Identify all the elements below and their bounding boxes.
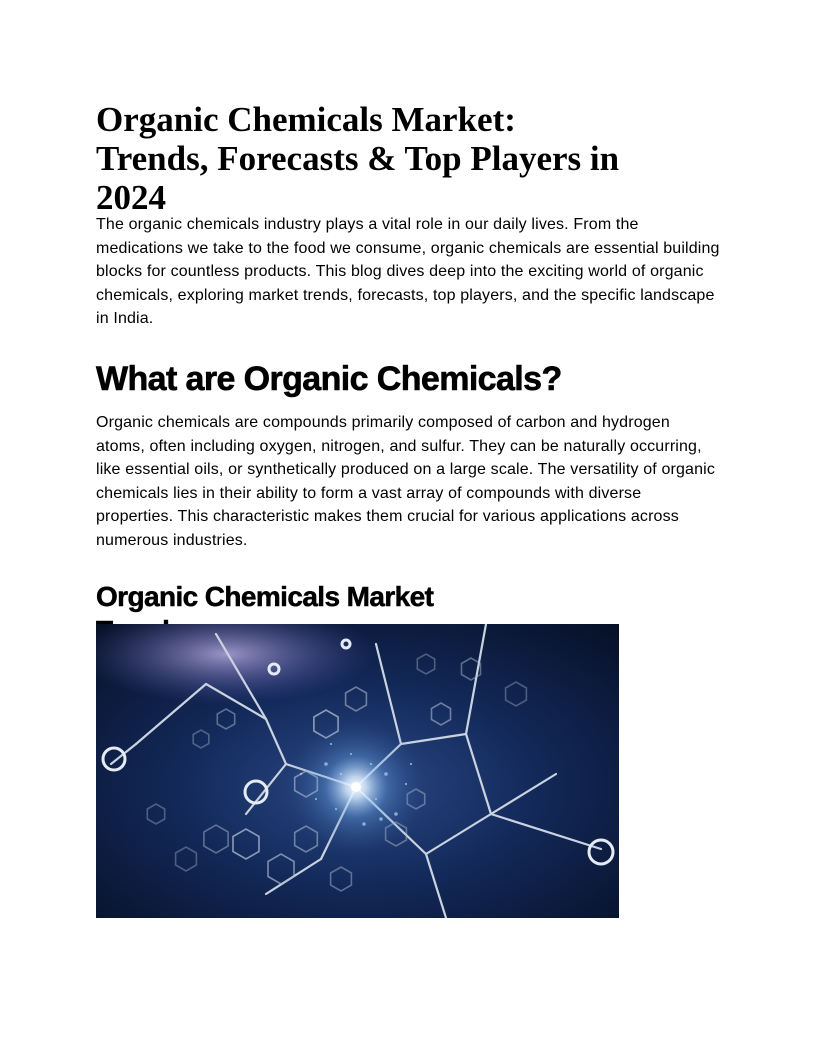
title-line-2: Trends, Forecasts & Top Players in xyxy=(96,139,620,178)
molecule-illustration xyxy=(96,624,619,918)
intro-paragraph: The organic chemicals industry plays a vital role in our daily lives. From the medications we take to the food we consume, organic chemicals are essential building blocks for countless products. This blog dives deep into the exciting world of organic chemicals, exploring market trends, forecasts, top players, and the specific landscape in India. xyxy=(96,216,720,328)
section-paragraph-definition: Organic chemicals are compounds primarily composed of carbon and hydrogen atoms, often including oxygen, nitrogen, and sulfur. They can be naturally occurring, like essential oils, or synthetically produced on a large scale. The versatility of organic chemicals lies in their ability to form a vast array of compounds with diverse properties. This characteristic makes them crucial for various applications across numerous industries. xyxy=(96,414,715,549)
section-heading-what-are-organic-chemicals: What are Organic Chemicals? xyxy=(96,360,562,398)
heading-line-1: Organic Chemicals Market xyxy=(96,581,434,612)
central-star xyxy=(351,782,361,792)
title-line-3: 2024 xyxy=(96,178,166,217)
page-title xyxy=(96,100,716,217)
title-line-1: Organic Chemicals Market: xyxy=(96,100,516,139)
molecular-structure-image xyxy=(96,624,619,918)
